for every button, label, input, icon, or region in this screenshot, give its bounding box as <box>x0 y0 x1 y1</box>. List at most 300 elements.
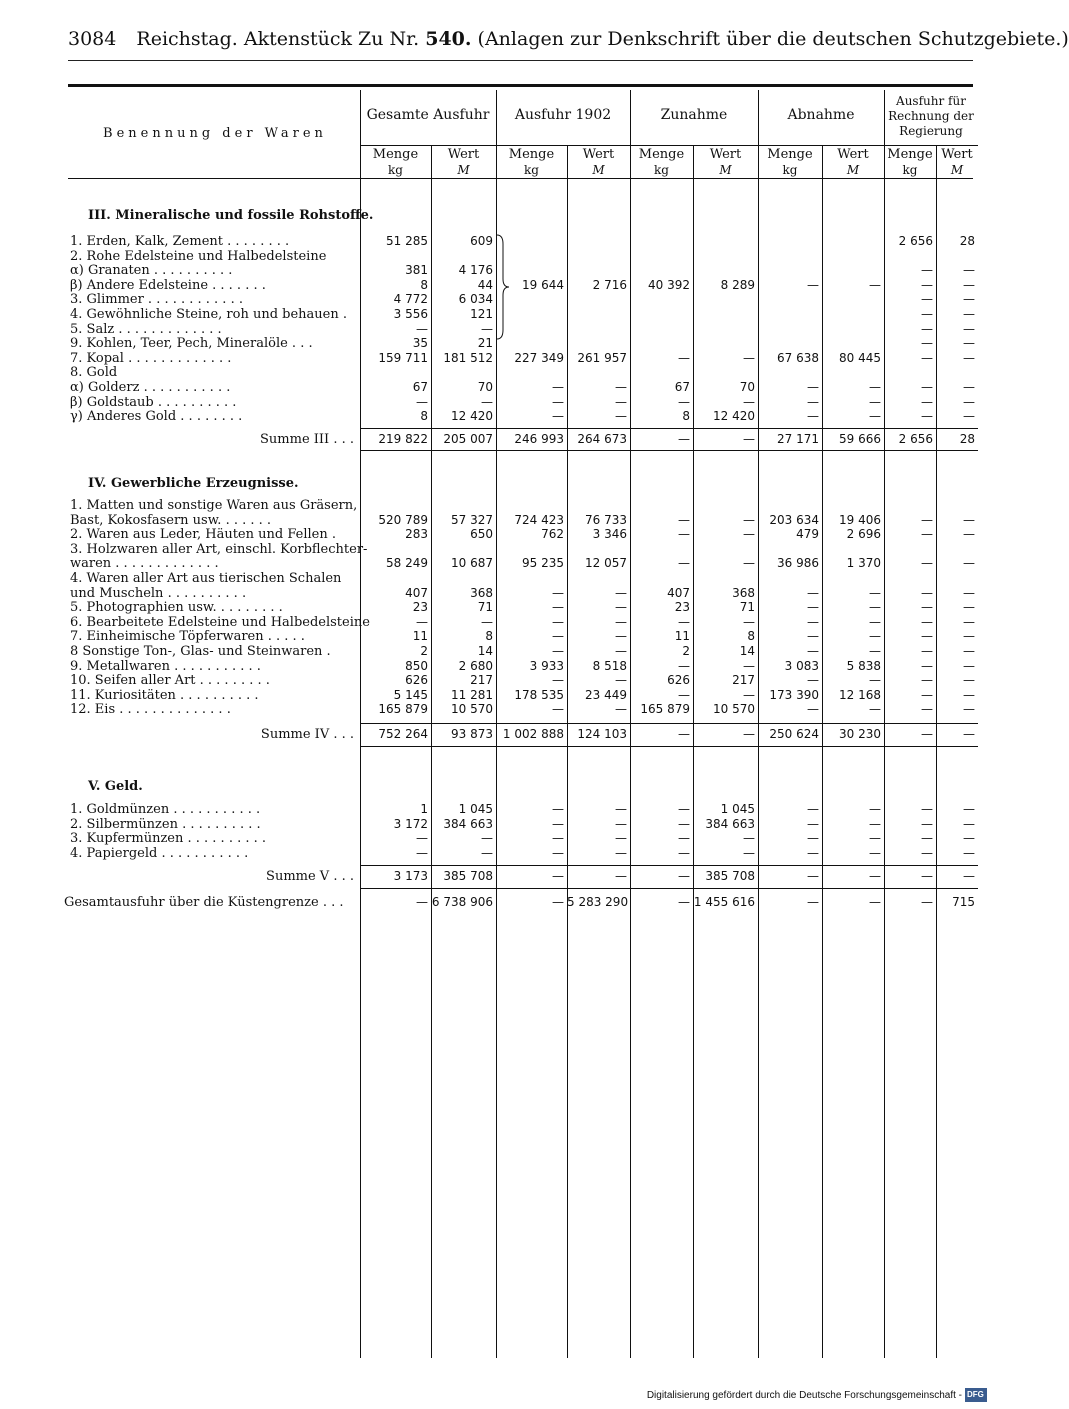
sum-label: Summe V . . . <box>266 869 354 884</box>
table-cell <box>822 292 881 307</box>
table-cell: 23 449 <box>585 687 627 702</box>
table-cell: — <box>921 845 933 860</box>
table-cell: — <box>807 585 819 600</box>
table-cell: — <box>921 350 933 365</box>
table-cell: — <box>615 409 627 424</box>
table-cell <box>567 307 627 322</box>
table-cell: — <box>963 845 975 860</box>
table-cell: 8 <box>747 629 755 644</box>
table-cell: — <box>963 350 975 365</box>
table-cell: 2 696 <box>846 527 881 542</box>
table-cell <box>822 336 881 351</box>
table-cell: — <box>807 277 819 292</box>
row-label: Bast, Kokosfasern usw. . . . . . . <box>70 512 272 528</box>
table-cell: 70 <box>477 380 493 394</box>
table-cell: — <box>743 527 755 542</box>
table-cell <box>936 498 975 513</box>
header-subtitle: (Anlagen zur Denkschrift über die deutschen Schutzgebiete.) <box>477 28 1069 50</box>
table-cell: — <box>678 816 690 831</box>
table-cell: 21 <box>477 336 493 351</box>
table-cell: — <box>552 409 564 424</box>
table-cell: — <box>552 702 564 717</box>
table-cell: 67 <box>674 380 690 394</box>
table-cell: 57 327 <box>451 512 493 527</box>
sum-cell: — <box>678 432 690 446</box>
table-cell: — <box>807 831 819 846</box>
table-cell <box>936 249 975 264</box>
table-cell: — <box>963 292 975 307</box>
table-cell <box>496 571 564 586</box>
table-cell: — <box>921 673 933 688</box>
table-cell <box>567 292 627 307</box>
table-cell <box>884 249 933 264</box>
table-cell: 2 680 <box>458 658 493 673</box>
table-cell: 165 879 <box>640 702 690 717</box>
table-cell: — <box>921 527 933 542</box>
sum-label: Summe III . . . <box>260 432 354 447</box>
header-bottom-rule <box>68 178 973 179</box>
table-cell <box>496 542 564 557</box>
table-cell <box>693 571 755 586</box>
table-cell <box>431 498 493 513</box>
column-group-header: Zunahme <box>660 107 728 123</box>
unit-kg: kg <box>782 163 798 177</box>
sum-cell: — <box>807 869 819 883</box>
table-cell: — <box>963 816 975 831</box>
table-cell: — <box>552 614 564 629</box>
table-cell: 8 <box>420 277 428 292</box>
table-cell: 14 <box>739 644 755 658</box>
table-cell: 181 512 <box>443 350 493 365</box>
unit-kg: kg <box>654 163 669 177</box>
table-cell <box>693 263 755 278</box>
grouping-brace <box>496 234 510 340</box>
table-cell: — <box>552 600 564 615</box>
sum-cell: 2 656 <box>898 432 933 446</box>
table-cell <box>884 498 933 513</box>
table-cell <box>360 498 428 513</box>
sum-bottom-rule <box>360 450 978 451</box>
table-cell: — <box>963 527 975 542</box>
total-cell: — <box>869 895 881 909</box>
table-cell: 8 <box>485 629 493 644</box>
column-header-wert: Wert <box>582 147 615 162</box>
table-cell: — <box>869 394 881 409</box>
sum-cell: 30 230 <box>839 727 881 741</box>
table-cell <box>758 365 819 380</box>
header-rule <box>68 60 973 61</box>
table-cell: 23 <box>412 600 428 615</box>
table-cell: — <box>678 394 690 409</box>
table-cell: 19 644 <box>522 277 564 292</box>
table-cell: 2 656 <box>898 234 933 248</box>
row-label: 10. Seifen aller Art . . . . . . . . . <box>70 673 270 689</box>
table-cell <box>630 249 690 264</box>
total-cell: — <box>552 895 564 909</box>
table-cell: — <box>807 702 819 717</box>
table-cell: — <box>869 673 881 688</box>
table-cell: 19 406 <box>839 512 881 527</box>
table-cell: — <box>615 394 627 409</box>
table-cell <box>630 263 690 278</box>
table-cell: — <box>921 644 933 658</box>
sum-top-rule <box>360 723 978 724</box>
sum-cell: 124 103 <box>577 727 627 741</box>
table-cell: 40 392 <box>648 277 690 292</box>
table-cell: — <box>615 702 627 717</box>
unit-kg: kg <box>902 163 918 177</box>
table-cell: 121 <box>470 307 493 321</box>
table-cell: — <box>963 658 975 673</box>
table-cell: — <box>552 816 564 831</box>
sum-cell: 205 007 <box>443 432 493 446</box>
row-label: 2. Waren aus Leder, Häuten und Fellen . <box>70 527 336 543</box>
total-cell: — <box>416 895 428 909</box>
unit-mark: M <box>457 163 470 177</box>
sum-cell: 28 <box>959 432 975 446</box>
table-cell <box>431 365 493 380</box>
table-cell <box>758 249 819 264</box>
table-cell <box>630 365 690 380</box>
table-cell: — <box>743 512 755 527</box>
table-cell: 35 <box>412 336 428 351</box>
table-cell: — <box>963 831 975 846</box>
table-cell: — <box>615 629 627 644</box>
sum-bottom-rule <box>360 888 978 889</box>
table-cell: — <box>481 394 493 409</box>
table-cell: — <box>807 816 819 831</box>
table-cell <box>567 542 627 557</box>
table-cell <box>758 263 819 278</box>
table-cell <box>431 249 493 264</box>
row-label: 4. Gewöhnliche Steine, roh und behauen . <box>70 307 348 322</box>
table-cell: — <box>552 831 564 846</box>
table-cell: 4 772 <box>393 292 428 307</box>
table-cell <box>693 307 755 322</box>
table-cell <box>567 336 627 351</box>
table-cell: — <box>615 614 627 629</box>
table-cell: 217 <box>470 673 493 688</box>
table-cell <box>822 249 881 264</box>
table-cell: — <box>552 585 564 600</box>
table-cell: — <box>615 802 627 816</box>
table-cell: 1 370 <box>846 556 881 571</box>
table-cell: — <box>963 321 975 336</box>
table-cell <box>693 234 755 249</box>
table-cell <box>884 571 933 586</box>
table-cell <box>567 263 627 278</box>
table-cell: — <box>869 614 881 629</box>
row-label: 12. Eis . . . . . . . . . . . . . . <box>70 702 231 718</box>
unit-mark: M <box>950 163 964 177</box>
sum-cell: 752 264 <box>378 727 428 741</box>
table-cell: 217 <box>732 673 755 688</box>
table-cell <box>936 365 975 380</box>
table-cell: — <box>921 702 933 717</box>
table-cell: — <box>921 409 933 424</box>
table-cell: — <box>963 585 975 600</box>
table-cell: — <box>921 556 933 571</box>
row-label: 2. Silbermünzen . . . . . . . . . . <box>70 816 261 832</box>
table-cell: — <box>552 845 564 860</box>
row-label: 8. Gold <box>70 365 118 381</box>
table-cell <box>884 365 933 380</box>
group-header-rule <box>360 145 978 146</box>
row-label: 4. Papiergeld . . . . . . . . . . . <box>70 845 249 861</box>
table-cell <box>758 336 819 351</box>
table-cell: — <box>869 702 881 717</box>
column-header-wert: Wert <box>941 147 973 162</box>
table-cell: — <box>869 380 881 394</box>
row-label: 3. Holzwaren aller Art, einschl. Korbflechter- <box>70 541 368 557</box>
table-cell: 10 570 <box>713 702 755 717</box>
table-cell: 650 <box>470 527 493 542</box>
table-cell: — <box>743 658 755 673</box>
table-cell: 71 <box>739 600 755 615</box>
unit-mark: M <box>846 163 860 177</box>
table-cell <box>758 234 819 249</box>
table-cell: 3 172 <box>393 816 428 831</box>
table-cell <box>567 571 627 586</box>
sum-cell: — <box>615 869 627 883</box>
table-cell: 1 045 <box>720 802 755 816</box>
table-cell: 609 <box>470 234 493 248</box>
total-cell: 5 283 290 <box>567 895 629 909</box>
table-cell <box>567 322 627 337</box>
table-cell <box>431 571 493 586</box>
table-cell: — <box>743 687 755 702</box>
table-cell: — <box>921 307 933 321</box>
table-cell <box>630 307 690 322</box>
table-cell: — <box>963 380 975 394</box>
table-cell: — <box>921 816 933 831</box>
table-cell <box>822 571 881 586</box>
table-cell <box>758 542 819 557</box>
sum-cell: — <box>743 432 755 446</box>
table-cell: — <box>963 277 975 292</box>
table-cell: — <box>921 600 933 615</box>
table-cell: — <box>615 816 627 831</box>
table-cell <box>758 307 819 322</box>
table-cell: — <box>963 702 975 717</box>
table-cell: — <box>921 629 933 644</box>
row-label: 7. Einheimische Töpferwaren . . . . . <box>70 629 305 645</box>
table-cell <box>630 542 690 557</box>
table-cell: 11 <box>674 629 690 644</box>
table-cell: — <box>963 629 975 644</box>
sum-cell: 246 993 <box>514 432 564 446</box>
table-cell: — <box>481 321 493 336</box>
table-cell <box>567 498 627 513</box>
table-cell: — <box>807 644 819 658</box>
column-group-header: Ausfuhr 1902 <box>514 107 612 123</box>
table-cell: — <box>678 614 690 629</box>
row-label: 5. Salz . . . . . . . . . . . . . <box>70 321 222 337</box>
table-cell: 381 <box>405 263 428 278</box>
table-cell <box>884 542 933 557</box>
table-cell: 11 281 <box>451 687 493 702</box>
header-number: 540. <box>425 28 472 50</box>
table-cell: — <box>869 845 881 860</box>
table-cell: 626 <box>667 673 690 688</box>
table-cell: — <box>963 307 975 321</box>
row-label: γ) Anderes Gold . . . . . . . . <box>70 409 243 425</box>
table-cell: 368 <box>732 585 755 600</box>
table-cell <box>758 571 819 586</box>
table-cell <box>630 322 690 337</box>
unit-mark: M <box>592 163 605 177</box>
row-label: 3. Glimmer . . . . . . . . . . . . <box>70 292 243 308</box>
table-cell: 80 445 <box>839 350 881 365</box>
table-cell: 70 <box>739 380 755 394</box>
table-cell <box>693 542 755 557</box>
table-cell <box>630 336 690 351</box>
table-cell <box>822 307 881 322</box>
column-header-menge: Menge <box>638 147 685 162</box>
table-cell: 5 145 <box>393 687 428 702</box>
table-cell: — <box>678 350 690 365</box>
table-cell: — <box>869 629 881 644</box>
table-cell <box>693 292 755 307</box>
table-cell <box>758 322 819 337</box>
row-label: 1. Erden, Kalk, Zement . . . . . . . . <box>70 234 290 249</box>
column-group-header: Ausfuhr für Rechnung der Regierung <box>888 94 974 138</box>
table-cell: — <box>615 585 627 600</box>
table-cell: 12 420 <box>713 409 755 424</box>
table-cell: — <box>552 629 564 644</box>
table-cell: — <box>552 673 564 688</box>
table-cell: 368 <box>470 585 493 600</box>
table-cell: 407 <box>667 585 690 600</box>
table-cell: — <box>807 600 819 615</box>
sum-cell: 385 708 <box>705 869 755 883</box>
sum-cell: 59 666 <box>839 432 881 446</box>
table-cell: — <box>552 394 564 409</box>
table-cell <box>360 365 428 380</box>
total-cell: 6 738 906 <box>431 895 493 909</box>
table-cell: 2 716 <box>592 277 627 292</box>
table-cell <box>822 234 881 249</box>
row-label: und Muscheln . . . . . . . . . . <box>70 585 247 601</box>
row-label: 9. Metallwaren . . . . . . . . . . . <box>70 658 261 674</box>
table-cell <box>822 365 881 380</box>
table-cell: — <box>921 321 933 336</box>
table-cell: — <box>963 512 975 527</box>
table-cell <box>758 292 819 307</box>
unit-mark: M <box>719 163 732 177</box>
total-cell: — <box>807 895 819 909</box>
table-cell <box>693 365 755 380</box>
total-cell: — <box>678 895 690 909</box>
row-label: β) Andere Edelsteine . . . . . . . <box>70 277 266 293</box>
table-cell: — <box>963 687 975 702</box>
table-cell: — <box>921 585 933 600</box>
table-cell <box>567 234 627 249</box>
table-cell <box>936 542 975 557</box>
table-cell: 2 <box>682 644 690 658</box>
table-cell: — <box>743 831 755 846</box>
table-cell: 3 083 <box>784 658 819 673</box>
row-label: 2. Rohe Edelsteine und Halbedelsteine <box>70 248 327 264</box>
row-label: 7. Kopal . . . . . . . . . . . . . <box>70 350 232 366</box>
table-cell: 67 <box>412 380 428 394</box>
table-cell: — <box>743 350 755 365</box>
table-cell: 384 663 <box>443 816 493 831</box>
table-cell: — <box>963 673 975 688</box>
sum-cell: — <box>869 869 881 883</box>
table-cell: 1 045 <box>458 802 493 816</box>
total-cell: 1 455 616 <box>693 895 755 909</box>
table-cell: — <box>743 614 755 629</box>
table-cell: 14 <box>477 644 493 658</box>
table-cell: 3 556 <box>393 307 428 321</box>
table-cell <box>567 365 627 380</box>
table-cell: 11 <box>412 629 428 644</box>
table-cell <box>360 249 428 264</box>
table-cell: 51 285 <box>386 234 428 248</box>
row-label: 11. Kuriositäten . . . . . . . . . . <box>70 687 259 703</box>
table-cell: — <box>743 394 755 409</box>
table-cell: — <box>416 394 428 409</box>
table-cell: — <box>963 336 975 351</box>
table-cell: — <box>869 816 881 831</box>
table-cell: — <box>869 585 881 600</box>
column-header-wert: Wert <box>447 147 480 162</box>
table-cell: — <box>963 556 975 571</box>
sum-top-rule <box>360 865 978 866</box>
table-cell: — <box>807 409 819 424</box>
table-cell: — <box>869 409 881 424</box>
table-cell <box>758 498 819 513</box>
unit-kg: kg <box>524 163 539 177</box>
table-top-rule <box>68 84 973 87</box>
table-cell: — <box>963 394 975 409</box>
table-cell <box>693 249 755 264</box>
table-cell: — <box>615 644 627 658</box>
table-cell: 76 733 <box>585 512 627 527</box>
header-title: Reichstag. Aktenstück Zu Nr. <box>136 28 420 50</box>
table-cell: — <box>615 673 627 688</box>
table-cell: 261 957 <box>577 350 627 365</box>
total-cell: — <box>921 895 933 909</box>
sum-cell: 264 673 <box>577 432 627 446</box>
table-cell <box>360 542 428 557</box>
table-cell: — <box>678 831 690 846</box>
table-cell: — <box>552 380 564 394</box>
table-cell: — <box>678 845 690 860</box>
table-cell: — <box>921 292 933 307</box>
table-cell: 71 <box>477 600 493 615</box>
row-label: 9. Kohlen, Teer, Pech, Mineralöle . . . <box>70 336 313 352</box>
row-label: 3. Kupfermünzen . . . . . . . . . . <box>70 831 267 847</box>
table-cell: 8 518 <box>592 658 627 673</box>
page-number: 3084 <box>68 28 117 50</box>
table-cell: 850 <box>405 658 428 673</box>
sum-cell: — <box>678 727 690 741</box>
table-cell: 3 933 <box>529 658 564 673</box>
table-cell: — <box>921 394 933 409</box>
table-cell <box>496 498 564 513</box>
table-cell: 283 <box>405 527 428 542</box>
sum-cell: 27 171 <box>777 432 819 446</box>
table-cell <box>360 571 428 586</box>
sum-bottom-rule <box>360 746 978 747</box>
table-cell: 724 423 <box>514 512 564 527</box>
table-cell: 3 346 <box>592 527 627 542</box>
sum-cell: 250 624 <box>769 727 819 741</box>
table-cell: 6 034 <box>458 292 493 307</box>
sum-cell: 385 708 <box>443 869 493 883</box>
